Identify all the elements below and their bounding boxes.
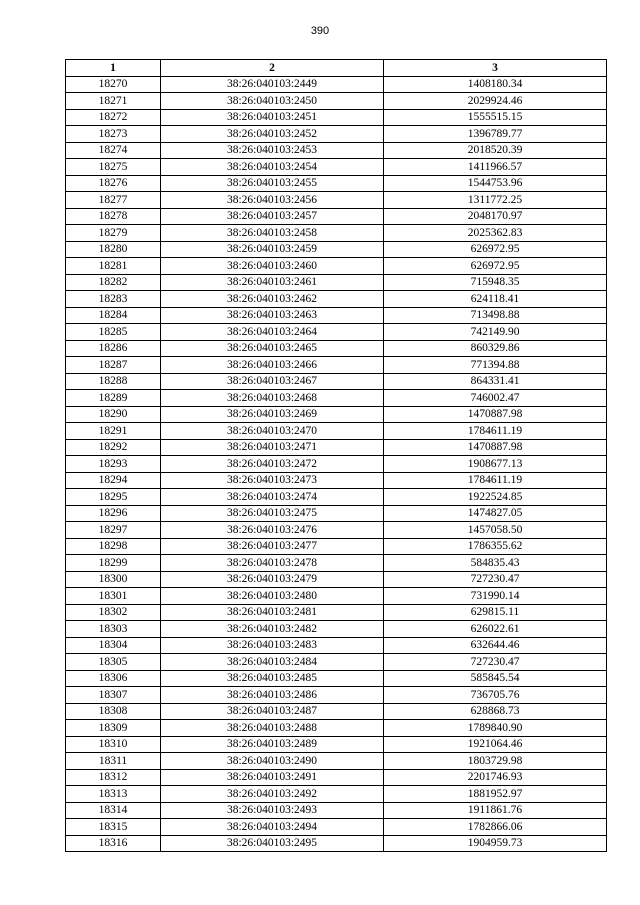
row-number-cell: 18299 [66, 555, 161, 572]
cadastral-number-cell: 38:26:040103:2466 [161, 357, 384, 374]
cadastral-value-cell: 771394.88 [384, 357, 607, 374]
cadastral-number-cell: 38:26:040103:2470 [161, 423, 384, 440]
row-number-cell: 18290 [66, 406, 161, 423]
cadastral-value-cell: 731990.14 [384, 588, 607, 605]
cadastral-value-cell: 626972.95 [384, 241, 607, 258]
row-number-cell: 18296 [66, 505, 161, 522]
cadastral-value-cell: 624118.41 [384, 291, 607, 308]
row-number-cell: 18294 [66, 472, 161, 489]
table-row [66, 835, 607, 852]
cadastral-number-cell: 38:26:040103:2451 [161, 109, 384, 126]
table-row [66, 324, 607, 341]
row-number-cell: 18280 [66, 241, 161, 258]
row-number-cell: 18315 [66, 819, 161, 836]
table-body [66, 76, 607, 852]
row-number-cell: 18316 [66, 835, 161, 852]
row-number-cell: 18276 [66, 175, 161, 192]
cadastral-number-cell: 38:26:040103:2460 [161, 258, 384, 275]
table-row [66, 307, 607, 324]
cadastral-number-cell: 38:26:040103:2461 [161, 274, 384, 291]
cadastral-value-cell: 1784611.19 [384, 472, 607, 489]
cadastral-number-cell: 38:26:040103:2484 [161, 654, 384, 671]
table-row [66, 192, 607, 209]
row-number-cell: 18309 [66, 720, 161, 737]
table-row [66, 76, 607, 93]
table-header-row [66, 60, 607, 77]
cadastral-number-cell: 38:26:040103:2454 [161, 159, 384, 176]
table-row [66, 258, 607, 275]
cadastral-value-cell: 1396789.77 [384, 126, 607, 143]
cadastral-number-cell: 38:26:040103:2457 [161, 208, 384, 225]
cadastral-number-cell: 38:26:040103:2477 [161, 538, 384, 555]
row-number-cell: 18281 [66, 258, 161, 275]
cadastral-value-cell: 1904959.73 [384, 835, 607, 852]
table-row [66, 555, 607, 572]
cadastral-value-cell: 727230.47 [384, 571, 607, 588]
table-row [66, 720, 607, 737]
cadastral-value-cell: 2025362.83 [384, 225, 607, 242]
cadastral-number-cell: 38:26:040103:2488 [161, 720, 384, 737]
cadastral-number-cell: 38:26:040103:2483 [161, 637, 384, 654]
row-number-cell: 18297 [66, 522, 161, 539]
cadastral-value-cell: 2018520.39 [384, 142, 607, 159]
cadastral-value-cell: 715948.35 [384, 274, 607, 291]
cadastral-value-cell: 1786355.62 [384, 538, 607, 555]
cadastral-value-cell: 1555515.15 [384, 109, 607, 126]
row-number-cell: 18301 [66, 588, 161, 605]
table-row [66, 522, 607, 539]
column-header-2: 2 [161, 60, 384, 77]
cadastral-value-cell: 1911861.76 [384, 802, 607, 819]
cadastral-number-cell: 38:26:040103:2490 [161, 753, 384, 770]
cadastral-value-cell: 1922524.85 [384, 489, 607, 506]
row-number-cell: 18272 [66, 109, 161, 126]
row-number-cell: 18291 [66, 423, 161, 440]
page-number: 390 [310, 25, 330, 37]
cadastral-number-cell: 38:26:040103:2492 [161, 786, 384, 803]
row-number-cell: 18270 [66, 76, 161, 93]
row-number-cell: 18279 [66, 225, 161, 242]
cadastral-value-cell: 628868.73 [384, 703, 607, 720]
table-row [66, 93, 607, 110]
cadastral-number-cell: 38:26:040103:2481 [161, 604, 384, 621]
row-number-cell: 18275 [66, 159, 161, 176]
table-row [66, 390, 607, 407]
cadastral-value-cell: 1470887.98 [384, 406, 607, 423]
cadastral-value-cell: 626022.61 [384, 621, 607, 638]
table-row [66, 736, 607, 753]
cadastral-number-cell: 38:26:040103:2452 [161, 126, 384, 143]
cadastral-value-cell: 632644.46 [384, 637, 607, 654]
cadastral-value-cell: 1311772.25 [384, 192, 607, 209]
table-row [66, 373, 607, 390]
row-number-cell: 18306 [66, 670, 161, 687]
row-number-cell: 18278 [66, 208, 161, 225]
cadastral-value-cell: 585845.54 [384, 670, 607, 687]
cadastral-number-cell: 38:26:040103:2467 [161, 373, 384, 390]
column-header-3: 3 [384, 60, 607, 77]
cadastral-number-cell: 38:26:040103:2472 [161, 456, 384, 473]
cadastral-number-cell: 38:26:040103:2476 [161, 522, 384, 539]
table-row [66, 769, 607, 786]
table-row [66, 456, 607, 473]
cadastral-value-cell: 860329.86 [384, 340, 607, 357]
table-row [66, 406, 607, 423]
row-number-cell: 18289 [66, 390, 161, 407]
row-number-cell: 18273 [66, 126, 161, 143]
table-row [66, 819, 607, 836]
row-number-cell: 18307 [66, 687, 161, 704]
row-number-cell: 18295 [66, 489, 161, 506]
cadastral-number-cell: 38:26:040103:2486 [161, 687, 384, 704]
cadastral-value-cell: 1470887.98 [384, 439, 607, 456]
row-number-cell: 18311 [66, 753, 161, 770]
row-number-cell: 18284 [66, 307, 161, 324]
cadastral-value-cell: 1803729.98 [384, 753, 607, 770]
cadastral-number-cell: 38:26:040103:2449 [161, 76, 384, 93]
cadastral-number-cell: 38:26:040103:2494 [161, 819, 384, 836]
row-number-cell: 18298 [66, 538, 161, 555]
row-number-cell: 18304 [66, 637, 161, 654]
row-number-cell: 18302 [66, 604, 161, 621]
cadastral-number-cell: 38:26:040103:2495 [161, 835, 384, 852]
row-number-cell: 18283 [66, 291, 161, 308]
cadastral-value-cell: 1782866.06 [384, 819, 607, 836]
table-row [66, 225, 607, 242]
cadastral-number-cell: 38:26:040103:2459 [161, 241, 384, 258]
cadastral-value-cell: 584835.43 [384, 555, 607, 572]
row-number-cell: 18271 [66, 93, 161, 110]
cadastral-number-cell: 38:26:040103:2453 [161, 142, 384, 159]
row-number-cell: 18312 [66, 769, 161, 786]
table-row [66, 588, 607, 605]
table-row [66, 340, 607, 357]
cadastral-number-cell: 38:26:040103:2475 [161, 505, 384, 522]
table-row [66, 357, 607, 374]
cadastral-value-cell: 2029924.46 [384, 93, 607, 110]
cadastral-number-cell: 38:26:040103:2479 [161, 571, 384, 588]
table-row [66, 604, 607, 621]
cadastral-number-cell: 38:26:040103:2469 [161, 406, 384, 423]
row-number-cell: 18277 [66, 192, 161, 209]
cadastral-number-cell: 38:26:040103:2468 [161, 390, 384, 407]
table-row [66, 241, 607, 258]
cadastral-value-cell: 742149.90 [384, 324, 607, 341]
table-row [66, 637, 607, 654]
row-number-cell: 18287 [66, 357, 161, 374]
table-row [66, 786, 607, 803]
cadastral-value-cell: 1457058.50 [384, 522, 607, 539]
cadastral-value-cell: 864331.41 [384, 373, 607, 390]
cadastral-value-cell: 1921064.46 [384, 736, 607, 753]
cadastral-value-cell: 1411966.57 [384, 159, 607, 176]
cadastral-value-cell: 1881952.97 [384, 786, 607, 803]
cadastral-number-cell: 38:26:040103:2456 [161, 192, 384, 209]
cadastral-value-table [65, 59, 607, 852]
cadastral-number-cell: 38:26:040103:2450 [161, 93, 384, 110]
table-row [66, 439, 607, 456]
table-row [66, 489, 607, 506]
row-number-cell: 18314 [66, 802, 161, 819]
table-row [66, 423, 607, 440]
table-row [66, 802, 607, 819]
cadastral-value-cell: 2048170.97 [384, 208, 607, 225]
table-row [66, 472, 607, 489]
cadastral-number-cell: 38:26:040103:2458 [161, 225, 384, 242]
row-number-cell: 18274 [66, 142, 161, 159]
table-row [66, 109, 607, 126]
table-row [66, 208, 607, 225]
table-row [66, 621, 607, 638]
cadastral-value-cell: 1544753.96 [384, 175, 607, 192]
row-number-cell: 18285 [66, 324, 161, 341]
cadastral-number-cell: 38:26:040103:2462 [161, 291, 384, 308]
row-number-cell: 18293 [66, 456, 161, 473]
cadastral-number-cell: 38:26:040103:2480 [161, 588, 384, 605]
row-number-cell: 18292 [66, 439, 161, 456]
table-row [66, 571, 607, 588]
cadastral-number-cell: 38:26:040103:2482 [161, 621, 384, 638]
table-row [66, 538, 607, 555]
cadastral-value-cell: 727230.47 [384, 654, 607, 671]
table-row [66, 274, 607, 291]
table-row [66, 670, 607, 687]
cadastral-value-cell: 626972.95 [384, 258, 607, 275]
row-number-cell: 18288 [66, 373, 161, 390]
cadastral-value-cell: 629815.11 [384, 604, 607, 621]
cadastral-value-cell: 1789840.90 [384, 720, 607, 737]
cadastral-value-cell: 746002.47 [384, 390, 607, 407]
table-row [66, 159, 607, 176]
cadastral-value-cell: 1908677.13 [384, 456, 607, 473]
cadastral-number-cell: 38:26:040103:2463 [161, 307, 384, 324]
row-number-cell: 18300 [66, 571, 161, 588]
cadastral-number-cell: 38:26:040103:2485 [161, 670, 384, 687]
row-number-cell: 18308 [66, 703, 161, 720]
cadastral-value-cell: 1408180.34 [384, 76, 607, 93]
cadastral-value-cell: 1474827.05 [384, 505, 607, 522]
cadastral-number-cell: 38:26:040103:2478 [161, 555, 384, 572]
cadastral-number-cell: 38:26:040103:2473 [161, 472, 384, 489]
table-row [66, 703, 607, 720]
table-row [66, 126, 607, 143]
row-number-cell: 18310 [66, 736, 161, 753]
cadastral-value-cell: 2201746.93 [384, 769, 607, 786]
cadastral-number-cell: 38:26:040103:2471 [161, 439, 384, 456]
table-row [66, 687, 607, 704]
cadastral-number-cell: 38:26:040103:2464 [161, 324, 384, 341]
cadastral-number-cell: 38:26:040103:2465 [161, 340, 384, 357]
table-row [66, 142, 607, 159]
table-row [66, 753, 607, 770]
column-header-1: 1 [66, 60, 161, 77]
table-row [66, 654, 607, 671]
cadastral-value-cell: 736705.76 [384, 687, 607, 704]
cadastral-number-cell: 38:26:040103:2493 [161, 802, 384, 819]
row-number-cell: 18313 [66, 786, 161, 803]
row-number-cell: 18305 [66, 654, 161, 671]
cadastral-number-cell: 38:26:040103:2455 [161, 175, 384, 192]
cadastral-number-cell: 38:26:040103:2491 [161, 769, 384, 786]
row-number-cell: 18303 [66, 621, 161, 638]
row-number-cell: 18286 [66, 340, 161, 357]
table-row [66, 505, 607, 522]
table-row [66, 175, 607, 192]
cadastral-number-cell: 38:26:040103:2487 [161, 703, 384, 720]
cadastral-number-cell: 38:26:040103:2474 [161, 489, 384, 506]
cadastral-number-cell: 38:26:040103:2489 [161, 736, 384, 753]
table-row [66, 291, 607, 308]
cadastral-value-cell: 713498.88 [384, 307, 607, 324]
cadastral-value-cell: 1784611.19 [384, 423, 607, 440]
row-number-cell: 18282 [66, 274, 161, 291]
